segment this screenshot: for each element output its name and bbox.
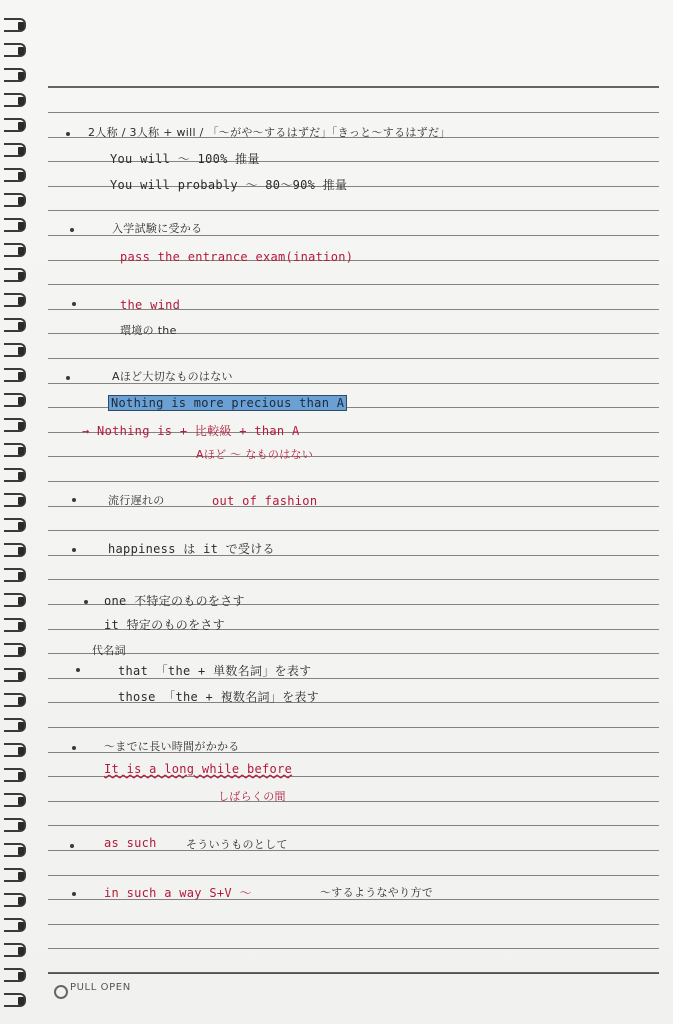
ruled-line	[48, 112, 659, 113]
spiral-ring	[4, 818, 26, 832]
pull-open-icon	[54, 985, 68, 999]
ruled-line	[48, 825, 659, 826]
spiral-ring	[4, 593, 26, 607]
note-line-red: Aほど 〜 なものはない	[196, 448, 314, 461]
bullet	[70, 228, 74, 232]
spiral-ring	[4, 918, 26, 932]
note-line-red	[104, 762, 292, 776]
spiral-ring	[4, 968, 26, 982]
note-line-highlighted	[108, 396, 347, 410]
ruled-line	[48, 284, 659, 285]
note-line: Aほど大切なものはない	[112, 370, 233, 383]
spiral-ring	[4, 143, 26, 157]
spiral-ring	[4, 493, 26, 507]
ruled-line	[48, 358, 659, 359]
ruled-line	[48, 456, 659, 457]
spiral-ring	[4, 468, 26, 482]
bullet	[72, 892, 76, 896]
bullet	[72, 498, 76, 502]
note-line: that 「the + 単数名詞」を表す	[118, 664, 312, 678]
spiral-ring	[4, 318, 26, 332]
ruled-line	[48, 924, 659, 925]
spiral-ring	[4, 793, 26, 807]
brand-logo: PULL OPEN	[70, 982, 131, 993]
ruled-line	[48, 850, 659, 851]
note-line: 流行遅れの	[108, 494, 165, 507]
spiral-ring	[4, 193, 26, 207]
bullet	[84, 600, 88, 604]
note-line: happiness は it で受ける	[108, 542, 275, 556]
spiral-ring	[4, 743, 26, 757]
spiral-ring	[4, 943, 26, 957]
spiral-ring	[4, 643, 26, 657]
ruled-line	[48, 86, 659, 88]
bullet	[72, 548, 76, 552]
ruled-line	[48, 801, 659, 802]
ruled-line	[48, 776, 659, 777]
spiral-ring	[4, 843, 26, 857]
note-line-red: pass the entrance exam(ination)	[120, 250, 354, 264]
ruled-line	[48, 481, 659, 482]
note-line-red: → Nothing is + 比較級 + than A	[82, 424, 300, 438]
note-line: 入学試験に受かる	[112, 222, 203, 235]
note-line: one 不特定のものをさす	[104, 594, 245, 608]
spiral-binding	[0, 0, 40, 1024]
note-line: it 特定のものをさす	[104, 618, 225, 632]
spiral-ring	[4, 93, 26, 107]
note-line: those 「the + 複数名詞」を表す	[118, 690, 319, 704]
spiral-ring	[4, 118, 26, 132]
note-line: 〜までに長い時間がかかる	[104, 740, 240, 753]
ruled-line	[48, 210, 659, 211]
note-line-red: the wind	[120, 298, 181, 312]
spiral-ring	[4, 893, 26, 907]
spiral-ring	[4, 868, 26, 882]
spiral-ring	[4, 43, 26, 57]
bullet	[66, 376, 70, 380]
bullet	[72, 302, 76, 306]
note-line: 〜するようなやり方で	[320, 886, 433, 899]
note-line: 代名詞	[92, 644, 126, 657]
note-line-red: in such a way S+V 〜	[104, 886, 252, 900]
spiral-ring	[4, 618, 26, 632]
highlighted-text: Nothing is more precious than A	[108, 395, 347, 411]
spiral-ring	[4, 293, 26, 307]
note-line: You will probably 〜 80〜90% 推量	[110, 178, 348, 192]
spiral-ring	[4, 993, 26, 1007]
spiral-ring	[4, 18, 26, 32]
spiral-ring	[4, 668, 26, 682]
note-line-red: しばらくの間	[218, 790, 286, 803]
ruled-line	[48, 530, 659, 531]
ruled-line	[48, 727, 659, 728]
spiral-ring	[4, 343, 26, 357]
note-line: You will 〜 100% 推量	[110, 152, 260, 166]
spiral-ring	[4, 368, 26, 382]
spiral-ring	[4, 518, 26, 532]
bullet	[70, 844, 74, 848]
bullet	[76, 668, 80, 672]
note-line: 2人称 / 3人称 + will / 「〜がや〜するはずだ」「きっと〜するはずだ」	[88, 126, 451, 139]
spiral-ring	[4, 218, 26, 232]
ruled-line	[48, 579, 659, 580]
spiral-ring	[4, 393, 26, 407]
underlined-phrase: It is a long while before	[104, 762, 293, 776]
spiral-ring	[4, 718, 26, 732]
spiral-ring	[4, 768, 26, 782]
spiral-ring	[4, 443, 26, 457]
spiral-ring	[4, 568, 26, 582]
spiral-ring	[4, 693, 26, 707]
note-line-red: as such	[104, 836, 157, 850]
spiral-ring	[4, 68, 26, 82]
ruled-line	[48, 972, 659, 974]
note-line: そういうものとして	[186, 838, 288, 851]
spiral-ring	[4, 268, 26, 282]
spiral-ring	[4, 418, 26, 432]
ruled-line	[48, 653, 659, 654]
ruled-line	[48, 875, 659, 876]
spiral-ring	[4, 168, 26, 182]
note-line-red: out of fashion	[212, 494, 318, 508]
spiral-ring	[4, 543, 26, 557]
note-line: 環境の the	[120, 324, 177, 337]
spiral-ring	[4, 243, 26, 257]
ruled-line	[48, 948, 659, 949]
bullet	[66, 132, 70, 136]
bullet	[72, 746, 76, 750]
